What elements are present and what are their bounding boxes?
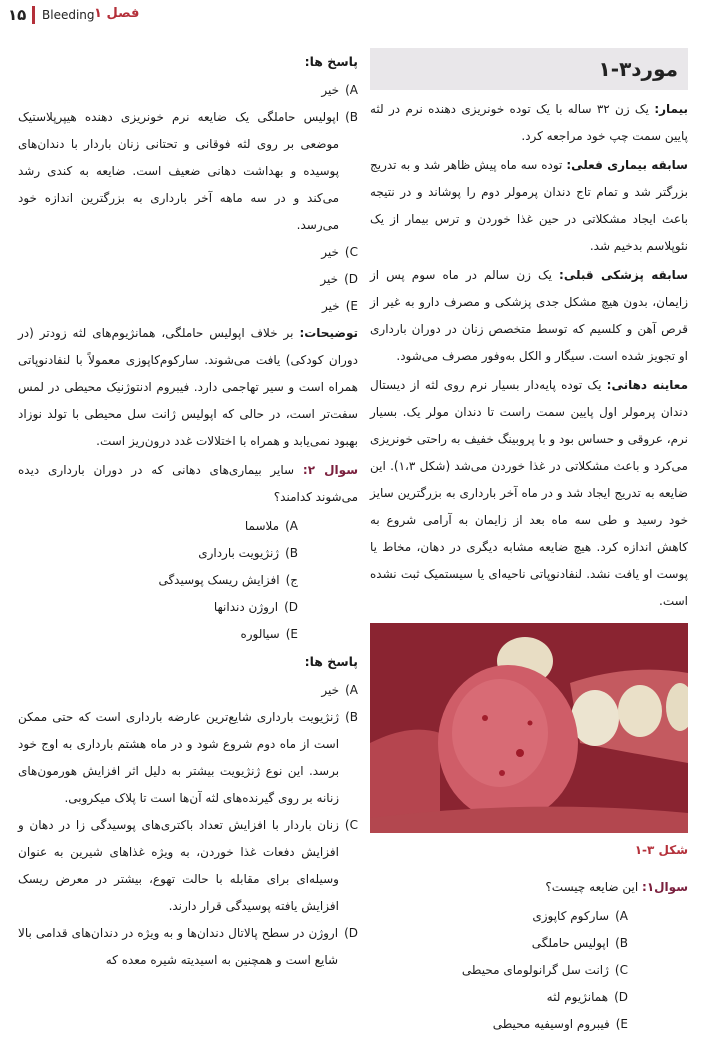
- option-marker: A): [285, 519, 298, 533]
- option-text: ژنژیویت بارداری: [198, 546, 280, 560]
- medical-history-paragraph: [370, 262, 688, 370]
- answer-text: ژنژیویت بارداری شایع‌ترین عارضه بارداری است که حتی ممکن است از ماه دوم شروع شود و در ماه هشتم بارداری به اوج خود برسد. این نوع ژنژیویت بیشتر به دلیل اثر افزایش هورمون‌های زنانه بر روی گیرنده‌های لثه آن‌ها است تا پلاک میکروبی.: [18, 710, 340, 805]
- answer-item: [18, 704, 358, 812]
- explanation-label: توضیحات:: [299, 326, 358, 340]
- answer-item: [18, 677, 358, 704]
- option-marker: A): [615, 909, 628, 923]
- answer-item: [18, 293, 358, 320]
- question-1-label: سوال۱:: [642, 880, 688, 894]
- option-item: [370, 903, 688, 930]
- answer-marker: C): [344, 245, 358, 259]
- answer-marker: D): [344, 272, 358, 286]
- page-header: [0, 0, 708, 32]
- answer-marker: E): [345, 299, 358, 313]
- case-title: مورد۳-۱: [370, 48, 688, 90]
- answer-text: اپولیس حاملگی یک ضایعه نرم خونریزی دهنده هیپرپلاستیک موضعی بر روی لثه فوقانی و تحتانی زنان باردار با دندان‌های پوسیده و بهداشت دهانی ضعیف است. ضایعه به کندی رشد می‌کند و در سه ماهه آخر بارداری به بزرگترین اندازه خود می‌رسد.: [18, 110, 340, 232]
- answer-item: [18, 920, 358, 974]
- option-marker: ج): [285, 573, 298, 587]
- patient-text: یک زن ۳۲ ساله با یک توده خونریزی دهنده نرم در لثه پایین سمت چپ خود مراجعه کرد.: [370, 102, 688, 143]
- question-2: [18, 457, 358, 511]
- question-1: [370, 874, 688, 901]
- option-text: همانژیوم لثه: [546, 990, 609, 1004]
- current-history-paragraph: [370, 152, 688, 260]
- hemorrhage-spot: [516, 749, 524, 757]
- option-marker: E): [615, 1017, 628, 1031]
- option-marker: E): [285, 627, 298, 641]
- option-item: [18, 621, 358, 648]
- option-text: اپولیس حاملگی: [531, 936, 610, 950]
- option-item: [370, 930, 688, 957]
- option-item: [370, 1011, 688, 1038]
- answer-marker: C): [344, 818, 358, 832]
- answer-text: خیر: [320, 272, 339, 286]
- answer-marker: A): [345, 683, 358, 697]
- answer-text: خیر: [321, 245, 339, 259]
- question-1-text: این ضایعه چیست؟: [545, 880, 639, 894]
- option-item: [18, 594, 358, 621]
- answer-text: خیر: [321, 83, 340, 97]
- answer-text: خیر: [321, 683, 340, 697]
- answer-marker: B): [345, 710, 358, 724]
- answer-text: زنان باردار با افزایش تعداد باکتری‌های پوسیدگی زا در دهان و افزایش دفعات غذا خوردن، به ویژه غذاهای شیرین به عنوان وسیله‌ای برای مقابله با حالت تهوع، بیشتر در معرض ریسک افزایش یافته پوسیدگی قرار دارند.: [18, 818, 339, 913]
- option-item: [18, 567, 358, 594]
- explanation-paragraph: [18, 320, 358, 455]
- option-marker: C): [614, 963, 628, 977]
- tooth-molar-1: [571, 690, 619, 746]
- oral-exam-label: معاینه دهانی:: [606, 378, 688, 392]
- left-column: [18, 48, 358, 974]
- hemorrhage-spot: [482, 715, 488, 721]
- option-text: ژانت سل گرانولومای محیطی: [461, 963, 609, 977]
- chapter-english-title: Bleeding: [42, 8, 95, 22]
- current-history-label: سابقه بیماری فعلی:: [566, 158, 688, 172]
- answer-marker: A): [345, 83, 358, 97]
- clinical-photo-illustration: [370, 623, 688, 833]
- option-item: [18, 540, 358, 567]
- patient-label: بیمار:: [654, 102, 688, 116]
- oral-exam-paragraph: [370, 372, 688, 615]
- medical-history-text: یک زن سالم در ماه سوم پس از زایمان، بدون هیچ مشکل جدی پزشکی و مصرف دارو به غیر از قرص آهن و کلسیم که توسط متخصص زنان در دوران بارداری او تجویز شده است. سیگار و الکل به‌وفور مصرف می‌شود.: [370, 268, 688, 363]
- answer-marker: D): [344, 926, 358, 940]
- current-history-text: توده سه ماه پیش ظاهر شد و به تدریج بزرگتر شد و تمام تاج دندان پرمولر دوم را پوشاند و در نتیجه باعث ایجاد مشکلاتی در حین غذا خوردن و ترس بیمار از یک نئوپلاسم بدخیم شد.: [370, 158, 688, 253]
- hemorrhage-spot: [528, 721, 533, 726]
- option-item: [370, 984, 688, 1011]
- hemorrhage-spot: [499, 770, 505, 776]
- option-marker: D): [284, 600, 298, 614]
- question-2-text: سایر بیماری‌های دهانی که در دوران بارداری دیده می‌شوند کدامند؟: [18, 463, 358, 504]
- answer-item: [18, 812, 358, 920]
- option-marker: B): [285, 546, 298, 560]
- tooth-molar-2: [618, 685, 662, 737]
- figure-label: شکل ۳-۱: [634, 843, 688, 857]
- answer-text: اروژن در سطح پالاتال دندان‌ها و به ویژه در دندان‌های قدامی بالا شایع است و همچنین به اسیدیته شیره معده که: [18, 926, 339, 967]
- answer-item: [18, 239, 358, 266]
- clinical-photo: [370, 623, 688, 833]
- explanation-text: بر خلاف اپولیس حاملگی، همانژیوم‌های لثه زودتر (در دوران کودکی) یافت می‌شوند. سارکوم‌کاپوزی معمولاً با لنفادنوپاتی همراه است و سیر تهاجمی دارد. فیبروم ادنتوژنیک محیطی در لمس سفت‌تر است، در حالی که اپولیس ژانت سل محیطی با تولد نوزاد بهبود نمی‌یابد و همراه با اختلالات غدد درون‌ریز است.: [18, 326, 358, 448]
- answers-heading-2: پاسخ ها:: [304, 654, 358, 669]
- question-2-label: سوال ۲:: [302, 463, 358, 477]
- option-text: فیبروم اوسیفیه محیطی: [492, 1017, 610, 1031]
- option-text: افزایش ریسک پوسیدگی: [158, 573, 280, 587]
- answer-item: [18, 104, 358, 239]
- answer-text: خیر: [322, 299, 340, 313]
- answer-marker: B): [345, 110, 358, 124]
- answers-heading: پاسخ ها:: [304, 54, 358, 69]
- answer-item: [18, 266, 358, 293]
- medical-history-label: سابقه پزشکی قبلی:: [559, 268, 688, 282]
- answer-item: [18, 77, 358, 104]
- option-item: [370, 957, 688, 984]
- chapter-label: فصل ۱: [94, 6, 140, 21]
- option-text: سیالوره: [240, 627, 280, 641]
- option-text: اروژن دندانها: [213, 600, 279, 614]
- oral-exam-text: یک توده پایه‌دار بسیار نرم روی لثه از دیستال دندان پرمولر اول پایین سمت راست تا دندان مولر یک. بسیار نرم، عروقی و حساس بود و با پروبینگ خفیف به راحتی خونریزی می‌کرد و باعث مشکلاتی در غذا خوردن می‌شد (شکل ۱،۳). این ضایعه به تدریج ایجاد شد و در ماه آخر بارداری به بزرگترین سایز خود رسید و طی سه ماه بعد از زایمان به آرامی شروع به کاهش اندازه کرد. هیچ ضایعه مشابه دیگری در دهان، مخاط یا پوست او یافت نشد. لنفادنوپاتی ناحیه‌ای یا سیستمیک ثبت نشده است.: [370, 378, 688, 608]
- header-divider: [32, 6, 35, 24]
- option-marker: D): [614, 990, 628, 1004]
- right-column: [370, 48, 688, 1038]
- patient-paragraph: [370, 96, 688, 150]
- option-item: [18, 513, 358, 540]
- page-number: ۱۵: [8, 6, 27, 24]
- option-text: ملاسما: [244, 519, 280, 533]
- option-marker: B): [615, 936, 628, 950]
- option-text: سارکوم کاپوزی: [532, 909, 610, 923]
